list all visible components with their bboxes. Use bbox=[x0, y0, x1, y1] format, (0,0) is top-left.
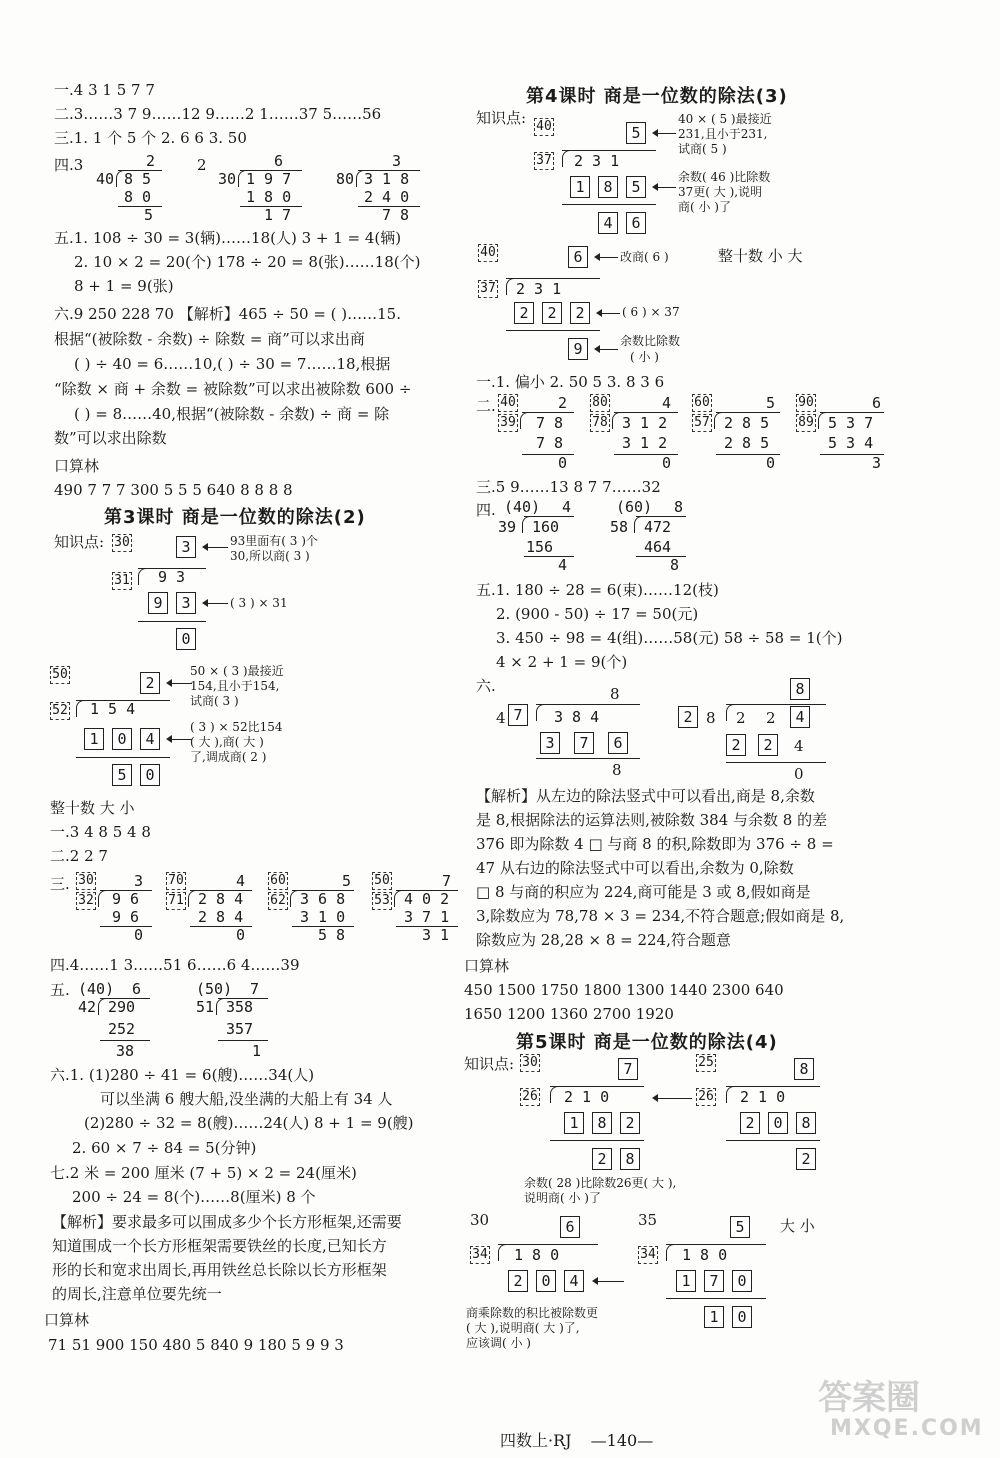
ans-6-2: 根据“(被除数 - 余数) ÷ 除数 = 商”可以求出商 bbox=[54, 330, 365, 348]
r4-3: 三.5 9……13 8 7 7……32 bbox=[476, 478, 661, 496]
explain-4: 47 从右边的除法竖式中可以看出,余数为 0,除数 bbox=[476, 859, 794, 877]
g-note-2: ( 大 ),说明商( 大 )了, bbox=[466, 1321, 580, 1335]
g-note-1: 商乘除数的积比被除数更 bbox=[466, 1306, 599, 1320]
ans-1: 一.4 3 1 5 7 7 bbox=[54, 81, 155, 99]
p3-6-3: (2)280 ÷ 32 = 8(艘)……24(人) 8 + 1 = 9(艘) bbox=[84, 1114, 414, 1132]
ans-2: 二.3……3 7 9……12 9……2 1……37 5……56 bbox=[54, 105, 382, 123]
p3-7-3: 【解析】要求最多可以围成多少个长方形框架,还需要 bbox=[52, 1213, 402, 1231]
ans-4-mid: 2 bbox=[197, 156, 207, 174]
explain-6: 3,除数应为 78,78 × 3 = 234,不符合题意;假如商是 8, bbox=[476, 907, 845, 925]
calc-values-2: 71 51 900 150 480 5 840 9 180 5 9 9 3 bbox=[48, 1336, 344, 1354]
p3-7-2: 200 ÷ 24 = 8(个)……8(厘米) 8 个 bbox=[72, 1188, 316, 1206]
ans-6-6: 数”可以求出除数 bbox=[54, 429, 167, 447]
p3-4: 四.4……1 3……51 6……6 4……39 bbox=[50, 956, 300, 974]
f-note-2: 说明商( 小 )了 bbox=[524, 1191, 601, 1205]
watermark-en: MXQE.COM bbox=[830, 1416, 984, 1441]
page-number: —140— bbox=[590, 1431, 654, 1450]
ans-5-1: 五.1. 108 ÷ 30 = 3(辆)……18(人) 3 + 1 = 4(辆) bbox=[54, 229, 402, 247]
explain-7: 除数应为 28,28 × 8 = 224,符合题意 bbox=[476, 931, 731, 949]
watermark bbox=[818, 1370, 988, 1450]
p3-3: 三. bbox=[50, 875, 70, 893]
explain-5: □ 8 与商的积应为 224,商可能是 3 或 8,假如商是 bbox=[476, 883, 811, 901]
r4-2: 二. bbox=[476, 397, 496, 415]
watermark-cn: 答案圈 bbox=[818, 1378, 920, 1418]
ans-6-3: ( ) ÷ 40 = 6……10,( ) ÷ 30 = 7……18,根据 bbox=[74, 355, 391, 373]
lesson-4-title: 第4课时 商是一位数的除法(3) bbox=[526, 86, 788, 107]
page-footer bbox=[500, 1428, 653, 1451]
ans-6-1: 六.9 250 228 70 【解析】465 ÷ 50 = ( )……15. bbox=[54, 305, 401, 323]
p3-6-4: 2. 60 × 7 ÷ 84 = 5(分钟) bbox=[72, 1139, 257, 1157]
explain-3: 376 即为除数 4 □ 与商 8 的积,除数即为 376 ÷ 8 = bbox=[476, 835, 834, 853]
ans-6-4: “除数 × 商 + 余数 = 被除数”可以求出被除数 600 ÷ bbox=[54, 380, 412, 398]
lesson-3-title: 第3课时 商是一位数的除法(2) bbox=[104, 507, 366, 528]
calc-title-1: 口算林 bbox=[54, 457, 100, 475]
p3-2: 二.2 2 7 bbox=[50, 847, 108, 865]
p3-6-1: 六.1. (1)280 ÷ 41 = 6(艘)……34(人) bbox=[50, 1066, 315, 1084]
p3-7-6: 的周长,注意单位要先统一 bbox=[52, 1285, 222, 1303]
zs-line: 整十数 大 小 bbox=[50, 799, 135, 817]
p3-6-2: 可以坐满 6 艘大船,没坐满的大船上有 34 人 bbox=[100, 1090, 393, 1108]
r5-2: 2. (900 - 50) ÷ 17 = 50(元) bbox=[496, 605, 699, 623]
lesson-5-title: 第5课时 商是一位数的除法(4) bbox=[516, 1032, 778, 1053]
p3-7-1: 七.2 米 = 200 厘米 (7 + 5) × 2 = 24(厘米) bbox=[50, 1164, 357, 1182]
r6: 六. bbox=[476, 677, 496, 695]
r5-4: 4 × 2 + 1 = 9(个) bbox=[496, 653, 628, 671]
p3-7-4: 知道围成一个长方形框架需要铁丝的长度,已知长方 bbox=[52, 1237, 387, 1255]
explain-2: 是 8,根据除法的运算法则,被除数 384 与余数 8 的差 bbox=[476, 811, 828, 829]
explain-1: 【解析】从左边的除法竖式中可以看出,商是 8,余数 bbox=[476, 787, 815, 805]
ans-6-5: ( ) = 8……40,根据“(被除数 - 余数) ÷ 商 = 除 bbox=[74, 405, 390, 423]
ans-3: 三.1. 1 个 5 个 2. 6 6 3. 50 bbox=[54, 129, 247, 147]
p3-7-5: 形的长和宽求出周长,再用铁丝总长除以长方形框架 bbox=[52, 1261, 387, 1279]
ans-5-3: 8 + 1 = 9(张) bbox=[74, 277, 174, 295]
knowledge-label-5: 知识点: bbox=[464, 1055, 515, 1073]
footer-subject: 四数上·RJ bbox=[500, 1431, 572, 1450]
g-note-3: 应该调( 小 ) bbox=[466, 1336, 531, 1350]
calc-values-1: 490 7 7 7 300 5 5 5 640 8 8 8 8 bbox=[54, 481, 293, 499]
calc-title-2: 口算林 bbox=[44, 1311, 90, 1329]
knowledge-label: 知识点: bbox=[54, 533, 105, 551]
r4-4: 四. bbox=[476, 501, 496, 519]
ans-5-2: 2. 10 × 2 = 20(个) 178 ÷ 20 = 8(张)……18(个) bbox=[74, 253, 421, 271]
calc-values-3a: 450 1500 1750 1800 1300 1440 2300 640 bbox=[464, 981, 784, 999]
p3-1: 一.3 4 8 5 4 8 bbox=[50, 823, 151, 841]
calc-values-3b: 1650 1200 1360 2700 1920 bbox=[464, 1005, 674, 1023]
p3-5: 五. bbox=[50, 981, 70, 999]
calc-title-3: 口算林 bbox=[464, 957, 510, 975]
r5-1: 五.1. 180 ÷ 28 = 6(束)……12(枝) bbox=[476, 581, 719, 599]
r5-3: 3. 450 ÷ 98 = 4(组)……58(元) 58 ÷ 58 = 1(个) bbox=[496, 629, 843, 647]
ans-4: 四.3 bbox=[54, 156, 84, 174]
r4-1: 一.1. 偏小 2. 50 5 3. 8 3 6 bbox=[476, 373, 665, 391]
knowledge-label-4: 知识点: bbox=[476, 109, 527, 127]
f-note-1: 余数( 28 )比除数26更( 大 ), bbox=[524, 1176, 677, 1190]
